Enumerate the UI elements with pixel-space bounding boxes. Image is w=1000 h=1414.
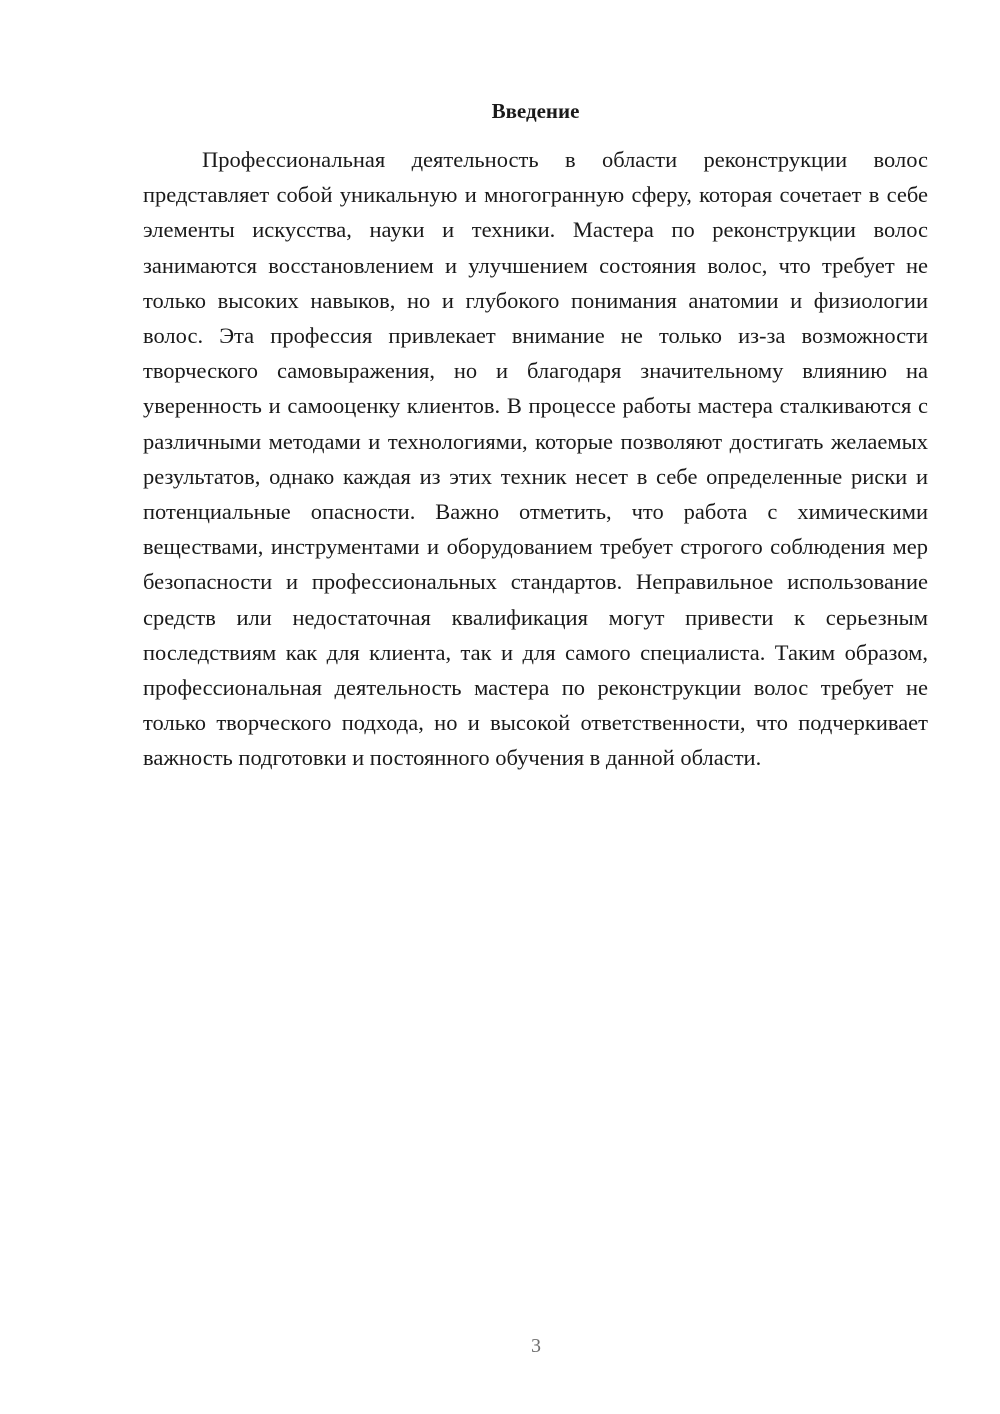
body-paragraph: Профессиональная деятельность в области реконструкции волос представляет собой уникальную и многогранную сферу, которая сочетает в себе элементы искусства, науки и техники. Мастера по реконструкции волос занимаются восстановлением и улучшением состояния волос, что требует не только высоких навыков, но и глубокого понимания анатомии и физиологии волос. Эта профессия привлекает внимание не только из-за возможности творческого самовыражения, но и благодаря значительному влиянию на уверенность и самооценку клиентов. В процессе работы мастера сталкиваются с различными методами и технологиями, которые позволяют достигать желаемых результатов, однако каждая из этих техник несет в себе определенные риски и потенциальные опасности. Важно отметить, что работа с химическими веществами, инструментами и оборудованием требует строгого соблюдения мер безопасности и профессиональных стандартов. Неправильное использование средств или недостаточная квалификация могут привести к серьезным последствиям как для клиента, так и для самого специалиста. Таким образом, профессиональная деятельность мастера по реконструкции волос требует не только творческого подхода, но и высокой ответственности, что подчеркивает важность подготовки и постоянного обучения в данной области. [143,147,928,771]
page-number: 3 [531,1335,541,1357]
section-heading: Введение [491,99,580,123]
